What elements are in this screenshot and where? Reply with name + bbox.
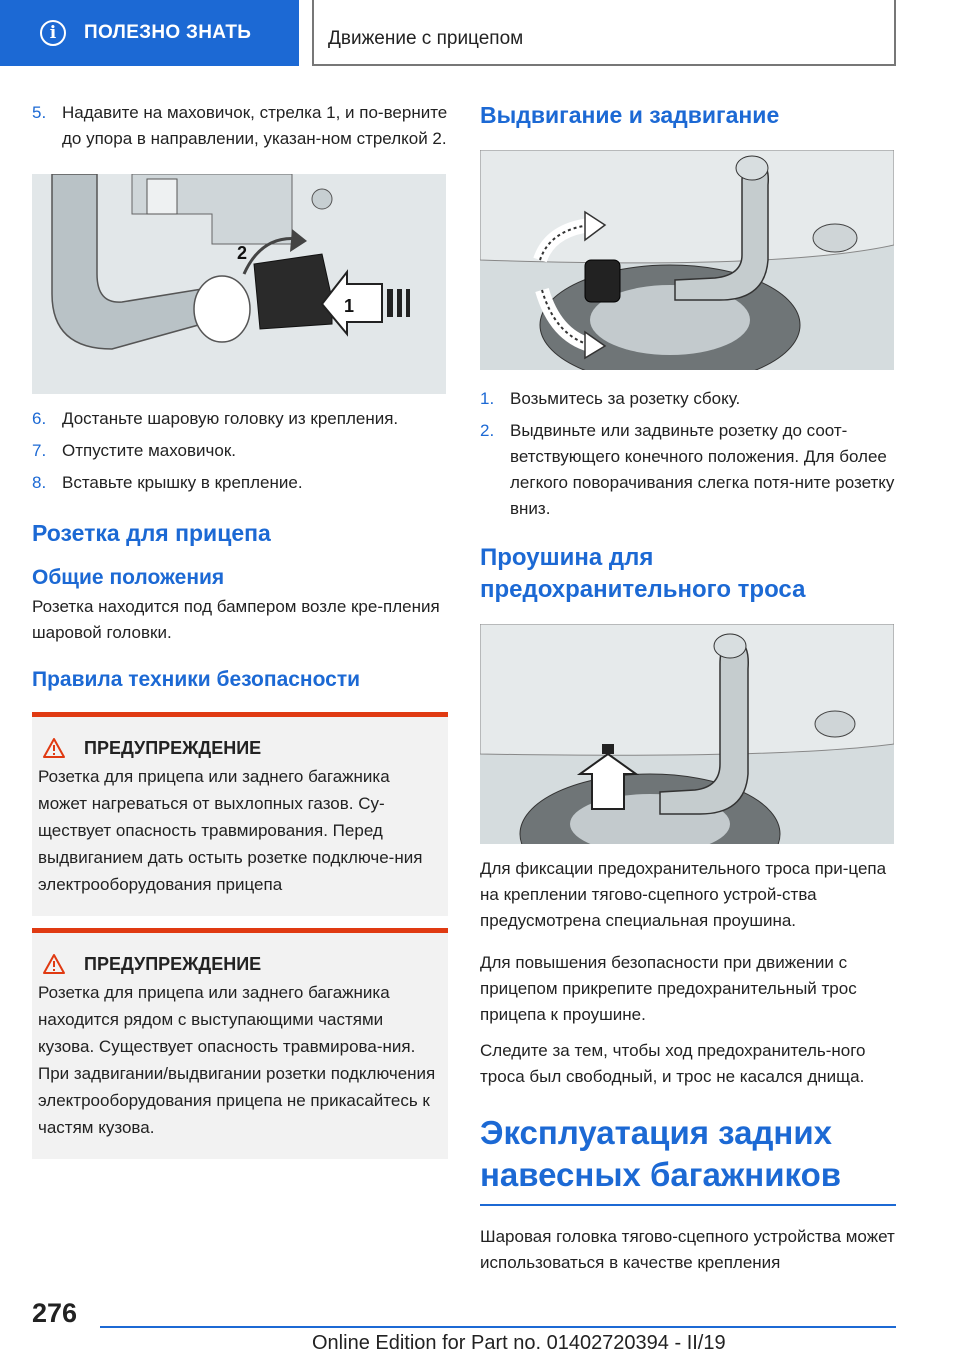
arrow-label-1: 1 [344,296,355,316]
page-number: 276 [32,1298,78,1328]
section-title-eyelet: Проушина для предохранительного троса [480,544,806,603]
step-text: Выдвиньте или задвиньте розетку до соот-ветствующего конечного положения. Для более легкого поворачивания слегка потя-ните розетку вниз. [510,421,895,518]
step-number: 2. [480,421,495,440]
figure-ball-head-removal [32,174,446,394]
warning-text: Розетка для прицепа или заднего багажника может нагреваться от выхлопных газов. Су-ществует опасность травмирования. Перед выдвиганием дать остыть розетке подключе-ния электрооборудования прицепа [38,767,423,894]
step-number: 8. [32,473,47,492]
warning-box [32,928,448,1159]
step-text: Надавите на маховичок, стрелка 1, и по-верните до упора в направлении, указан-ном стрелкой 2. [62,103,448,148]
section-title-rear-carriers: Эксплуатация задних навесных багажников [480,1114,842,1193]
step-item [32,406,448,432]
warning-text: Розетка для прицепа или заднего багажника находится рядом с выступающими частями кузова. Существует опасность травмирова-ния. При задвигании/выдвигании розетки подключения электрооборудования прицепа не прикасайтесь к частям кузова. [38,983,436,1137]
eyelet-text-3: Следите за тем, чтобы ход предохранитель-ного троса был свободный, и трос не касался днища. [480,1041,866,1086]
step-text: Отпустите маховичок. [62,441,236,460]
figure-socket-rotation [480,150,894,370]
step-item [32,438,448,464]
arrow-label-2: 2 [237,243,248,263]
step-text: Вставьте крышку в крепление. [62,473,303,492]
eyelet-text-1: Для фиксации предохранительного троса при-цепа на креплении тягово-сцепного устрой-ства предусмотрена специальная проушина. [480,859,887,930]
info-icon: i [40,20,66,46]
step-number: 6. [32,409,47,428]
step-number: 7. [32,441,47,460]
step-text: Достаньте шаровую головку из крепления. [62,409,399,428]
right-column [480,100,896,1276]
section-divider [480,1204,896,1206]
step-number: 1. [480,389,495,408]
step-item [480,386,896,412]
carrier-text: Шаровая головка тягово-сцепного устройства может использоваться в качестве крепления [480,1227,895,1272]
warning-title: ПРЕДУПРЕЖДЕНИЕ [84,953,262,974]
chapter-title: Движение с прицепом [328,28,524,49]
section-title-trailer-socket: Розетка для прицепа [32,520,271,546]
subsection-title-general: Общие положения [32,566,225,589]
step-item [480,418,896,522]
footer-divider [100,1326,896,1328]
edition-label: Online Edition for Part no. 01402720394 - II/19 [312,1332,726,1354]
section-tab[interactable] [0,0,299,66]
warning-header [42,737,440,759]
section-title-extend: Выдвигание и задвигание [480,102,780,128]
step-item [32,100,448,152]
left-column [32,100,448,1159]
section-tab-label: ПОЛЕЗНО ЗНАТЬ [84,22,252,43]
chapter-title-box [312,0,896,66]
step-item [32,470,448,496]
figure-safety-eyelet [480,624,894,844]
step-number: 5. [32,103,47,122]
subsection-title-safety: Правила техники безопасности [32,668,361,691]
warning-triangle-icon [42,737,66,759]
eyelet-text-2: Для повышения безопасности при движении с прицепом прикрепите предохранительный трос прицепа к проушине. [480,953,857,1024]
warning-title: ПРЕДУПРЕЖДЕНИЕ [84,737,262,758]
warning-box [32,712,448,916]
page-header [0,0,960,66]
warning-triangle-icon [42,953,66,975]
step-text: Возьмитесь за розетку сбоку. [510,389,741,408]
general-text: Розетка находится под бампером возле кре-пления шаровой головки. [32,597,440,642]
warning-header [42,953,440,975]
